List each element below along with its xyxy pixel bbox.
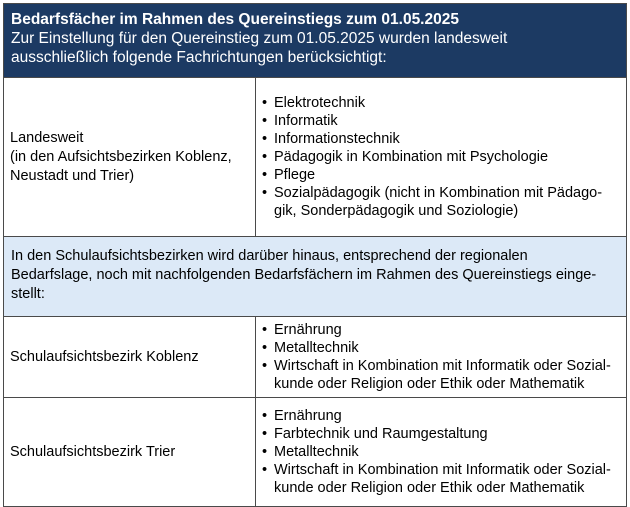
regional-line-1: In den Schulaufsichtsbezirken wird darüber hinaus, entsprechend der regionalen <box>11 248 528 264</box>
list-item: • Informationstechnik <box>260 130 602 148</box>
list-item: • Elektrotechnik <box>260 94 602 112</box>
koblenz-list <box>260 321 611 393</box>
landesweit-list <box>260 94 602 220</box>
list-item <box>260 461 611 497</box>
list-item: • Pädagogik in Kombination mit Psychologie <box>260 148 602 166</box>
row-regional-note <box>4 237 626 317</box>
trier-list <box>260 407 611 497</box>
row-landesweit <box>4 78 626 237</box>
list-item: • Metalltechnik <box>260 443 611 461</box>
list-item: • Ernährung <box>260 407 611 425</box>
landesweit-line-3: Neustadt und Trier) <box>10 167 135 184</box>
header-line-1: Zur Einstellung für den Quereinstieg zum 01.05.2025 wurden landesweit <box>11 30 508 47</box>
list-item: • Informatik <box>260 112 602 130</box>
row-koblenz <box>4 317 626 398</box>
koblenz-label: Schulaufsichtsbezirk Koblenz <box>10 348 199 365</box>
list-item: • Metalltechnik <box>260 339 611 357</box>
cell-koblenz-label <box>4 317 256 397</box>
regional-line-3: stellt: <box>11 286 45 302</box>
landesweit-line-2: (in den Aufsichtsbezirken Koblenz, <box>10 148 232 165</box>
list-item-line-2: gik, Sonderpädagogik und Soziologie) <box>274 203 519 219</box>
cell-trier-label <box>4 398 256 506</box>
list-item-line-2: kunde oder Religion oder Ethik oder Mathematik <box>274 376 585 392</box>
list-item-line-1: • Sozialpädagogik (nicht in Kombination mit Pädago- <box>274 185 603 201</box>
cell-landesweit-items <box>256 78 626 236</box>
list-item-line-1: • Wirtschaft in Kombination mit Informatik oder Sozial- <box>274 462 611 478</box>
table-header <box>4 4 626 78</box>
list-item-line-2: kunde oder Religion oder Ethik oder Mathematik <box>274 480 585 496</box>
row-trier <box>4 398 626 506</box>
list-item-line-1: • Wirtschaft in Kombination mit Informatik oder Sozial- <box>274 358 611 374</box>
trier-label: Schulaufsichtsbezirk Trier <box>10 443 176 460</box>
list-item <box>260 357 611 393</box>
cell-trier-items <box>256 398 626 506</box>
header-line-2: ausschließlich folgende Fachrichtungen berücksichtigt: <box>11 49 387 66</box>
list-item: • Ernährung <box>260 321 611 339</box>
list-item: • Farbtechnik und Raumgestaltung <box>260 425 611 443</box>
list-item: • Pflege <box>260 166 602 184</box>
bedarfsfaecher-table <box>3 3 627 507</box>
table-title: Bedarfsfächer im Rahmen des Quereinstiegs zum 01.05.2025 <box>11 11 459 28</box>
landesweit-line-1: Landesweit <box>10 129 84 146</box>
regional-line-2: Bedarfslage, noch mit nachfolgenden Bedarfsfächern im Rahmen des Quereinstiegs einge- <box>11 267 597 283</box>
cell-landesweit-label <box>4 78 256 236</box>
list-item <box>260 184 602 220</box>
cell-koblenz-items <box>256 317 626 397</box>
